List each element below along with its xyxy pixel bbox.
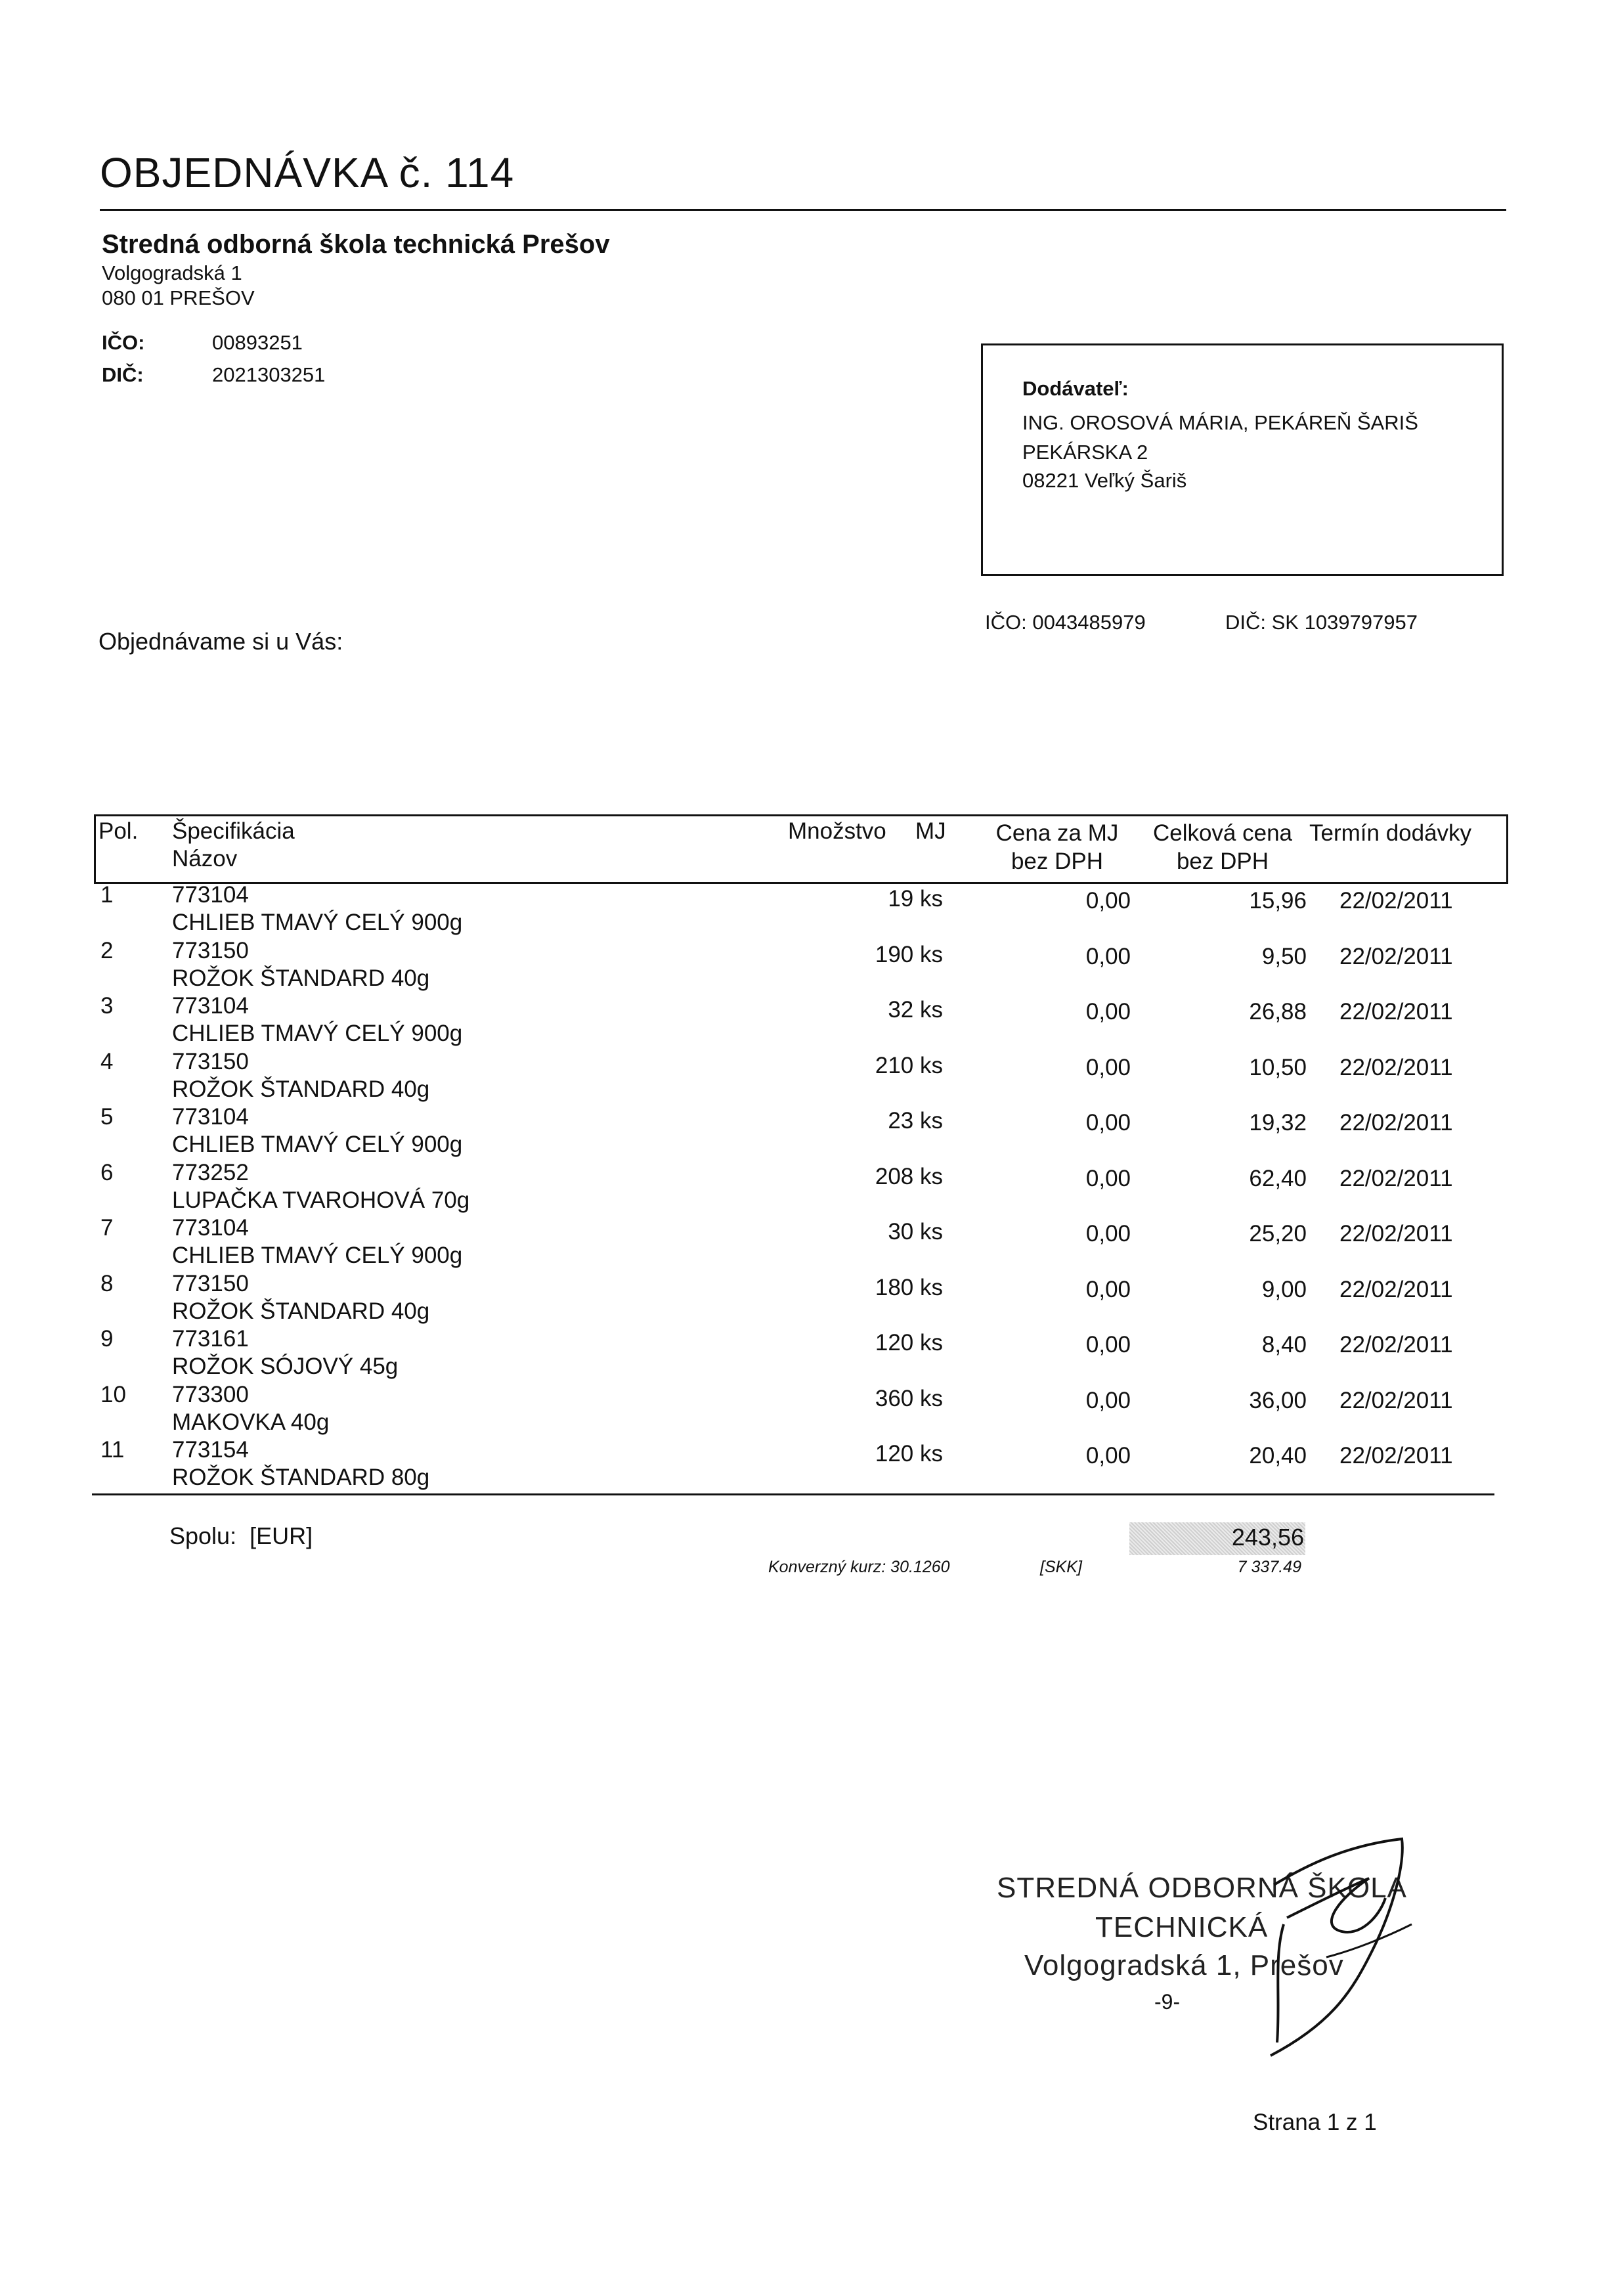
supplier-name: ING. OROSOVÁ MÁRIA, PEKÁREŇ ŠARIŠ <box>1022 411 1418 434</box>
row-code: 773161 <box>172 1326 249 1352</box>
row-unit-price: 0,00 <box>1085 888 1131 914</box>
row-unit-price: 0,00 <box>1085 1277 1131 1302</box>
row-code: 773150 <box>172 1049 249 1074</box>
row-code: 773150 <box>172 1271 249 1296</box>
stamp-line-2: TECHNICKÁ <box>1095 1911 1269 1943</box>
row-date: 22/02/2011 <box>1339 1221 1453 1247</box>
buyer-city: 080 01 PREŠOV <box>102 286 255 309</box>
row-quantity: 360 ks <box>875 1386 943 1411</box>
row-pol: 6 <box>100 1160 114 1185</box>
page-number: Strana 1 z 1 <box>1253 2109 1377 2135</box>
buyer-ico: 00893251 <box>212 331 303 354</box>
header-cena-2: bez DPH <box>1011 849 1104 874</box>
total-eur: 243,56 <box>1231 1524 1304 1551</box>
row-quantity: 30 ks <box>888 1219 943 1245</box>
stamp-line-1: STREDNÁ ODBORNÁ ŠKOLA <box>997 1872 1407 1904</box>
row-quantity: 23 ks <box>888 1108 943 1134</box>
row-unit-price: 0,00 <box>1085 1110 1131 1136</box>
row-quantity: 190 ks <box>875 942 943 967</box>
supplier-dic: DIČ: SK 1039797957 <box>1225 611 1418 634</box>
supplier-ico: IČO: 0043485979 <box>985 611 1146 634</box>
row-name: CHLIEB TMAVÝ CELÝ 900g <box>172 1021 463 1046</box>
row-date: 22/02/2011 <box>1339 1055 1453 1080</box>
row-total: 62,40 <box>1249 1166 1307 1191</box>
row-date: 22/02/2011 <box>1339 999 1453 1025</box>
row-code: 773252 <box>172 1160 249 1185</box>
row-name: MAKOVKA 40g <box>172 1409 330 1435</box>
row-unit-price: 0,00 <box>1085 944 1131 969</box>
row-name: ROŽOK ŠTANDARD 40g <box>172 1298 430 1324</box>
row-pol: 2 <box>100 938 114 963</box>
row-pol: 8 <box>100 1271 114 1296</box>
row-pol: 9 <box>100 1326 114 1352</box>
row-name: LUPAČKA TVAROHOVÁ 70g <box>172 1187 470 1213</box>
row-total: 19,32 <box>1249 1110 1307 1136</box>
row-name: ROŽOK ŠTANDARD 40g <box>172 965 430 991</box>
row-name: ROŽOK SÓJOVÝ 45g <box>172 1354 399 1379</box>
row-unit-price: 0,00 <box>1085 1443 1131 1468</box>
row-total: 26,88 <box>1249 999 1307 1025</box>
row-code: 773300 <box>172 1382 249 1407</box>
header-mj: MJ <box>915 818 946 844</box>
signature <box>1248 1826 1418 2069</box>
row-date: 22/02/2011 <box>1339 1277 1453 1302</box>
supplier-label: Dodávateľ: <box>1022 377 1129 400</box>
row-name: CHLIEB TMAVÝ CELÝ 900g <box>172 910 463 935</box>
row-unit-price: 0,00 <box>1085 999 1131 1025</box>
row-name: ROŽOK ŠTANDARD 40g <box>172 1076 430 1102</box>
row-quantity: 32 ks <box>888 997 943 1023</box>
row-unit-price: 0,00 <box>1085 1221 1131 1247</box>
title-divider <box>100 209 1506 211</box>
conversion-rate: Konverzný kurz: 30.1260 <box>768 1558 950 1576</box>
header-pol: Pol. <box>98 818 139 844</box>
header-termin: Termín dodávky <box>1309 820 1472 846</box>
header-celkova-2: bez DPH <box>1176 849 1269 874</box>
buyer-street: Volgogradská 1 <box>102 261 242 284</box>
row-quantity: 208 ks <box>875 1164 943 1189</box>
total-skk: 7 337.49 <box>1237 1558 1301 1576</box>
row-code: 773104 <box>172 1215 249 1241</box>
total-label: Spolu: [EUR] <box>169 1522 313 1549</box>
row-name: CHLIEB TMAVÝ CELÝ 900g <box>172 1132 463 1157</box>
row-pol: 7 <box>100 1215 114 1241</box>
row-code: 773104 <box>172 1104 249 1130</box>
supplier-city: 08221 Veľký Šariš <box>1022 469 1187 492</box>
supplier-box <box>981 343 1504 576</box>
row-pol: 10 <box>100 1382 126 1407</box>
row-date: 22/02/2011 <box>1339 1388 1453 1413</box>
stamp-line-3: Volgogradská 1, Prešov <box>1024 1949 1344 1981</box>
intro-text: Objednávame si u Vás: <box>98 628 343 655</box>
row-total: 36,00 <box>1249 1388 1307 1413</box>
row-pol: 1 <box>100 882 114 908</box>
row-date: 22/02/2011 <box>1339 1443 1453 1468</box>
row-date: 22/02/2011 <box>1339 1110 1453 1136</box>
row-total: 20,40 <box>1249 1443 1307 1468</box>
row-total: 8,40 <box>1261 1332 1307 1358</box>
row-quantity: 120 ks <box>875 1330 943 1356</box>
row-unit-price: 0,00 <box>1085 1166 1131 1191</box>
buyer-ico-label: IČO: <box>102 331 145 354</box>
row-total: 9,50 <box>1261 944 1307 969</box>
buyer-name: Stredná odborná škola technická Prešov <box>102 230 610 259</box>
row-total: 25,20 <box>1249 1221 1307 1247</box>
row-code: 773104 <box>172 882 249 908</box>
row-quantity: 19 ks <box>888 886 943 912</box>
row-total: 15,96 <box>1249 888 1307 914</box>
row-pol: 11 <box>100 1437 125 1463</box>
row-pol: 4 <box>100 1049 114 1074</box>
row-unit-price: 0,00 <box>1085 1332 1131 1358</box>
header-mnozstvo: Množstvo <box>788 818 886 844</box>
row-date: 22/02/2011 <box>1339 888 1453 914</box>
row-total: 10,50 <box>1249 1055 1307 1080</box>
header-celkova-1: Celková cena <box>1152 820 1293 846</box>
row-code: 773150 <box>172 938 249 963</box>
row-code: 773104 <box>172 993 249 1019</box>
document-title: OBJEDNÁVKA č. 114 <box>100 149 515 196</box>
row-date: 22/02/2011 <box>1339 1332 1453 1358</box>
row-quantity: 210 ks <box>875 1053 943 1078</box>
row-quantity: 120 ks <box>875 1441 943 1467</box>
row-unit-price: 0,00 <box>1085 1388 1131 1413</box>
buyer-dic: 2021303251 <box>212 363 326 386</box>
stamp-line-4: -9- <box>1154 1990 1181 2014</box>
header-cena-1: Cena za MJ <box>995 820 1119 846</box>
row-date: 22/02/2011 <box>1339 1166 1453 1191</box>
header-nazov: Názov <box>172 846 238 872</box>
buyer-dic-label: DIČ: <box>102 363 144 386</box>
header-spec: Špecifikácia <box>172 818 295 844</box>
row-unit-price: 0,00 <box>1085 1055 1131 1080</box>
table-bottom-rule <box>92 1493 1494 1495</box>
row-name: CHLIEB TMAVÝ CELÝ 900g <box>172 1243 463 1268</box>
supplier-street: PEKÁRSKA 2 <box>1022 441 1148 464</box>
row-name: ROŽOK ŠTANDARD 80g <box>172 1465 430 1490</box>
row-date: 22/02/2011 <box>1339 944 1453 969</box>
row-code: 773154 <box>172 1437 249 1463</box>
row-quantity: 180 ks <box>875 1275 943 1300</box>
row-pol: 3 <box>100 993 114 1019</box>
row-pol: 5 <box>100 1104 114 1130</box>
skk-label: [SKK] <box>1040 1558 1082 1576</box>
row-total: 9,00 <box>1261 1277 1307 1302</box>
